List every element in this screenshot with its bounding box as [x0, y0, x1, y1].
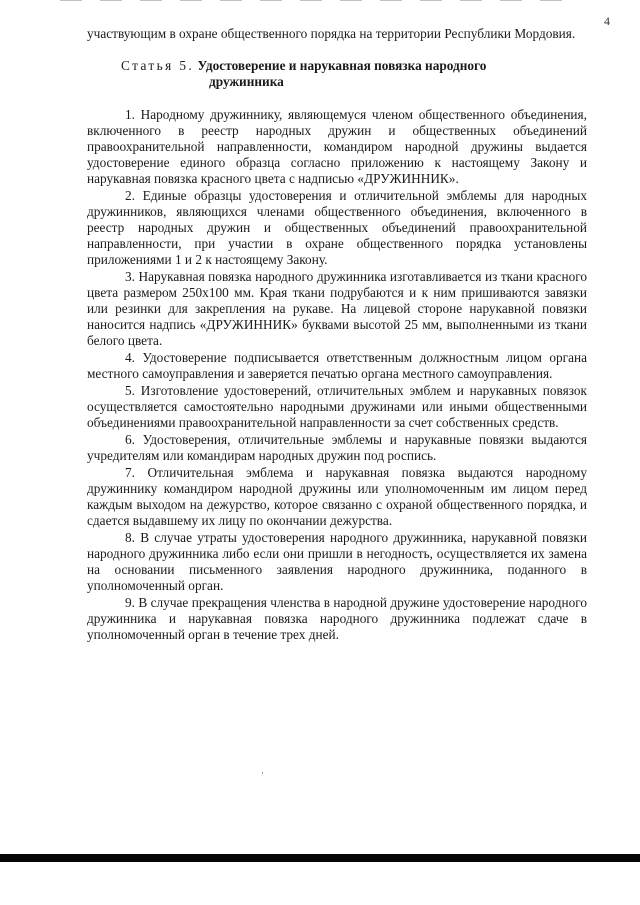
scan-speck: [262, 772, 263, 774]
article-label: Статья 5.: [121, 58, 195, 73]
paragraph-4: 4. Удостоверение подписывается ответственным должностным лицом органа местного самоуправления и заверяется печатью органа местного самоуправления.: [87, 350, 587, 381]
paragraph-1: 1. Народному дружиннику, являющемуся членом общественного объединения, включенного в реестр народных дружин и общественных объединений правоохранительной направленности, командиром народной дружины выдается удостоверение единого образца согласно приложению к настоящему Закону и нарукавная повязка красного цвета с надписью «ДРУЖИННИК».: [87, 107, 587, 186]
paragraph-9: 9. В случае прекращения членства в народной дружине удостоверение народного дружинника и нарукавная повязка народного дружинника подлежат сдаче в уполномоченный орган в течение трех дней.: [87, 595, 587, 642]
paragraph-6: 6. Удостоверения, отличительные эмблемы и нарукавные повязки выдаются учредителям или командирам народных дружин под роспись.: [87, 432, 587, 463]
paragraph-3: 3. Нарукавная повязка народного дружинника изготавливается из ткани красного цвета размером 250х100 мм. Края ткани подрубаются и к ним пришиваются завязки или резинки для закрепления на рукаве. На лицевой стороне нарукавной повязки наносится надпись «ДРУЖИННИК» буквами высотой 25 мм, выполненными из ткани белого цвета.: [87, 269, 587, 348]
page-number: 4: [604, 14, 610, 28]
article-heading: [87, 58, 587, 90]
scan-top-edge: [60, 0, 580, 1]
paragraph-5: 5. Изготовление удостоверений, отличительных эмблем и нарукавных повязок осуществляется самостоятельно народными дружинами или иными общественными объединениями правоохранительной направленности за счет собственных средств.: [87, 383, 587, 430]
scan-bottom-bar: [0, 854, 640, 862]
paragraph-8: 8. В случае утраты удостоверения народного дружинника, нарукавной повязки народного дружинника либо если они пришли в негодность, осуществляется их замена на основании письменного заявления народного дружинника, поданного в уполномоченный орган.: [87, 530, 587, 593]
article-title-line2: дружинника: [209, 74, 284, 89]
continuation-text: участвующим в охране общественного порядка на территории Республики Мордовия.: [87, 26, 576, 41]
paragraph-2: 2. Единые образцы удостоверения и отличительной эмблемы для народных дружинников, являющихся членами общественного объединения, включенного в реестр народных дружин и общественных объединений правоохранительной направленности, при участии в охране общественного порядка установлены приложениями 1 и 2 к настоящему Закону.: [87, 188, 587, 267]
paragraph-7: 7. Отличительная эмблема и нарукавная повязка выдаются народному дружиннику командиром народной дружины или уполномоченным им лицом перед каждым выходом на дежурство, которое связанно с охраной общественного порядка, и сдается выдавшему их лицу по окончании дежурства.: [87, 465, 587, 528]
document-body: [87, 26, 587, 643]
article-title-line1: Удостоверение и нарукавная повязка народного: [197, 58, 487, 73]
